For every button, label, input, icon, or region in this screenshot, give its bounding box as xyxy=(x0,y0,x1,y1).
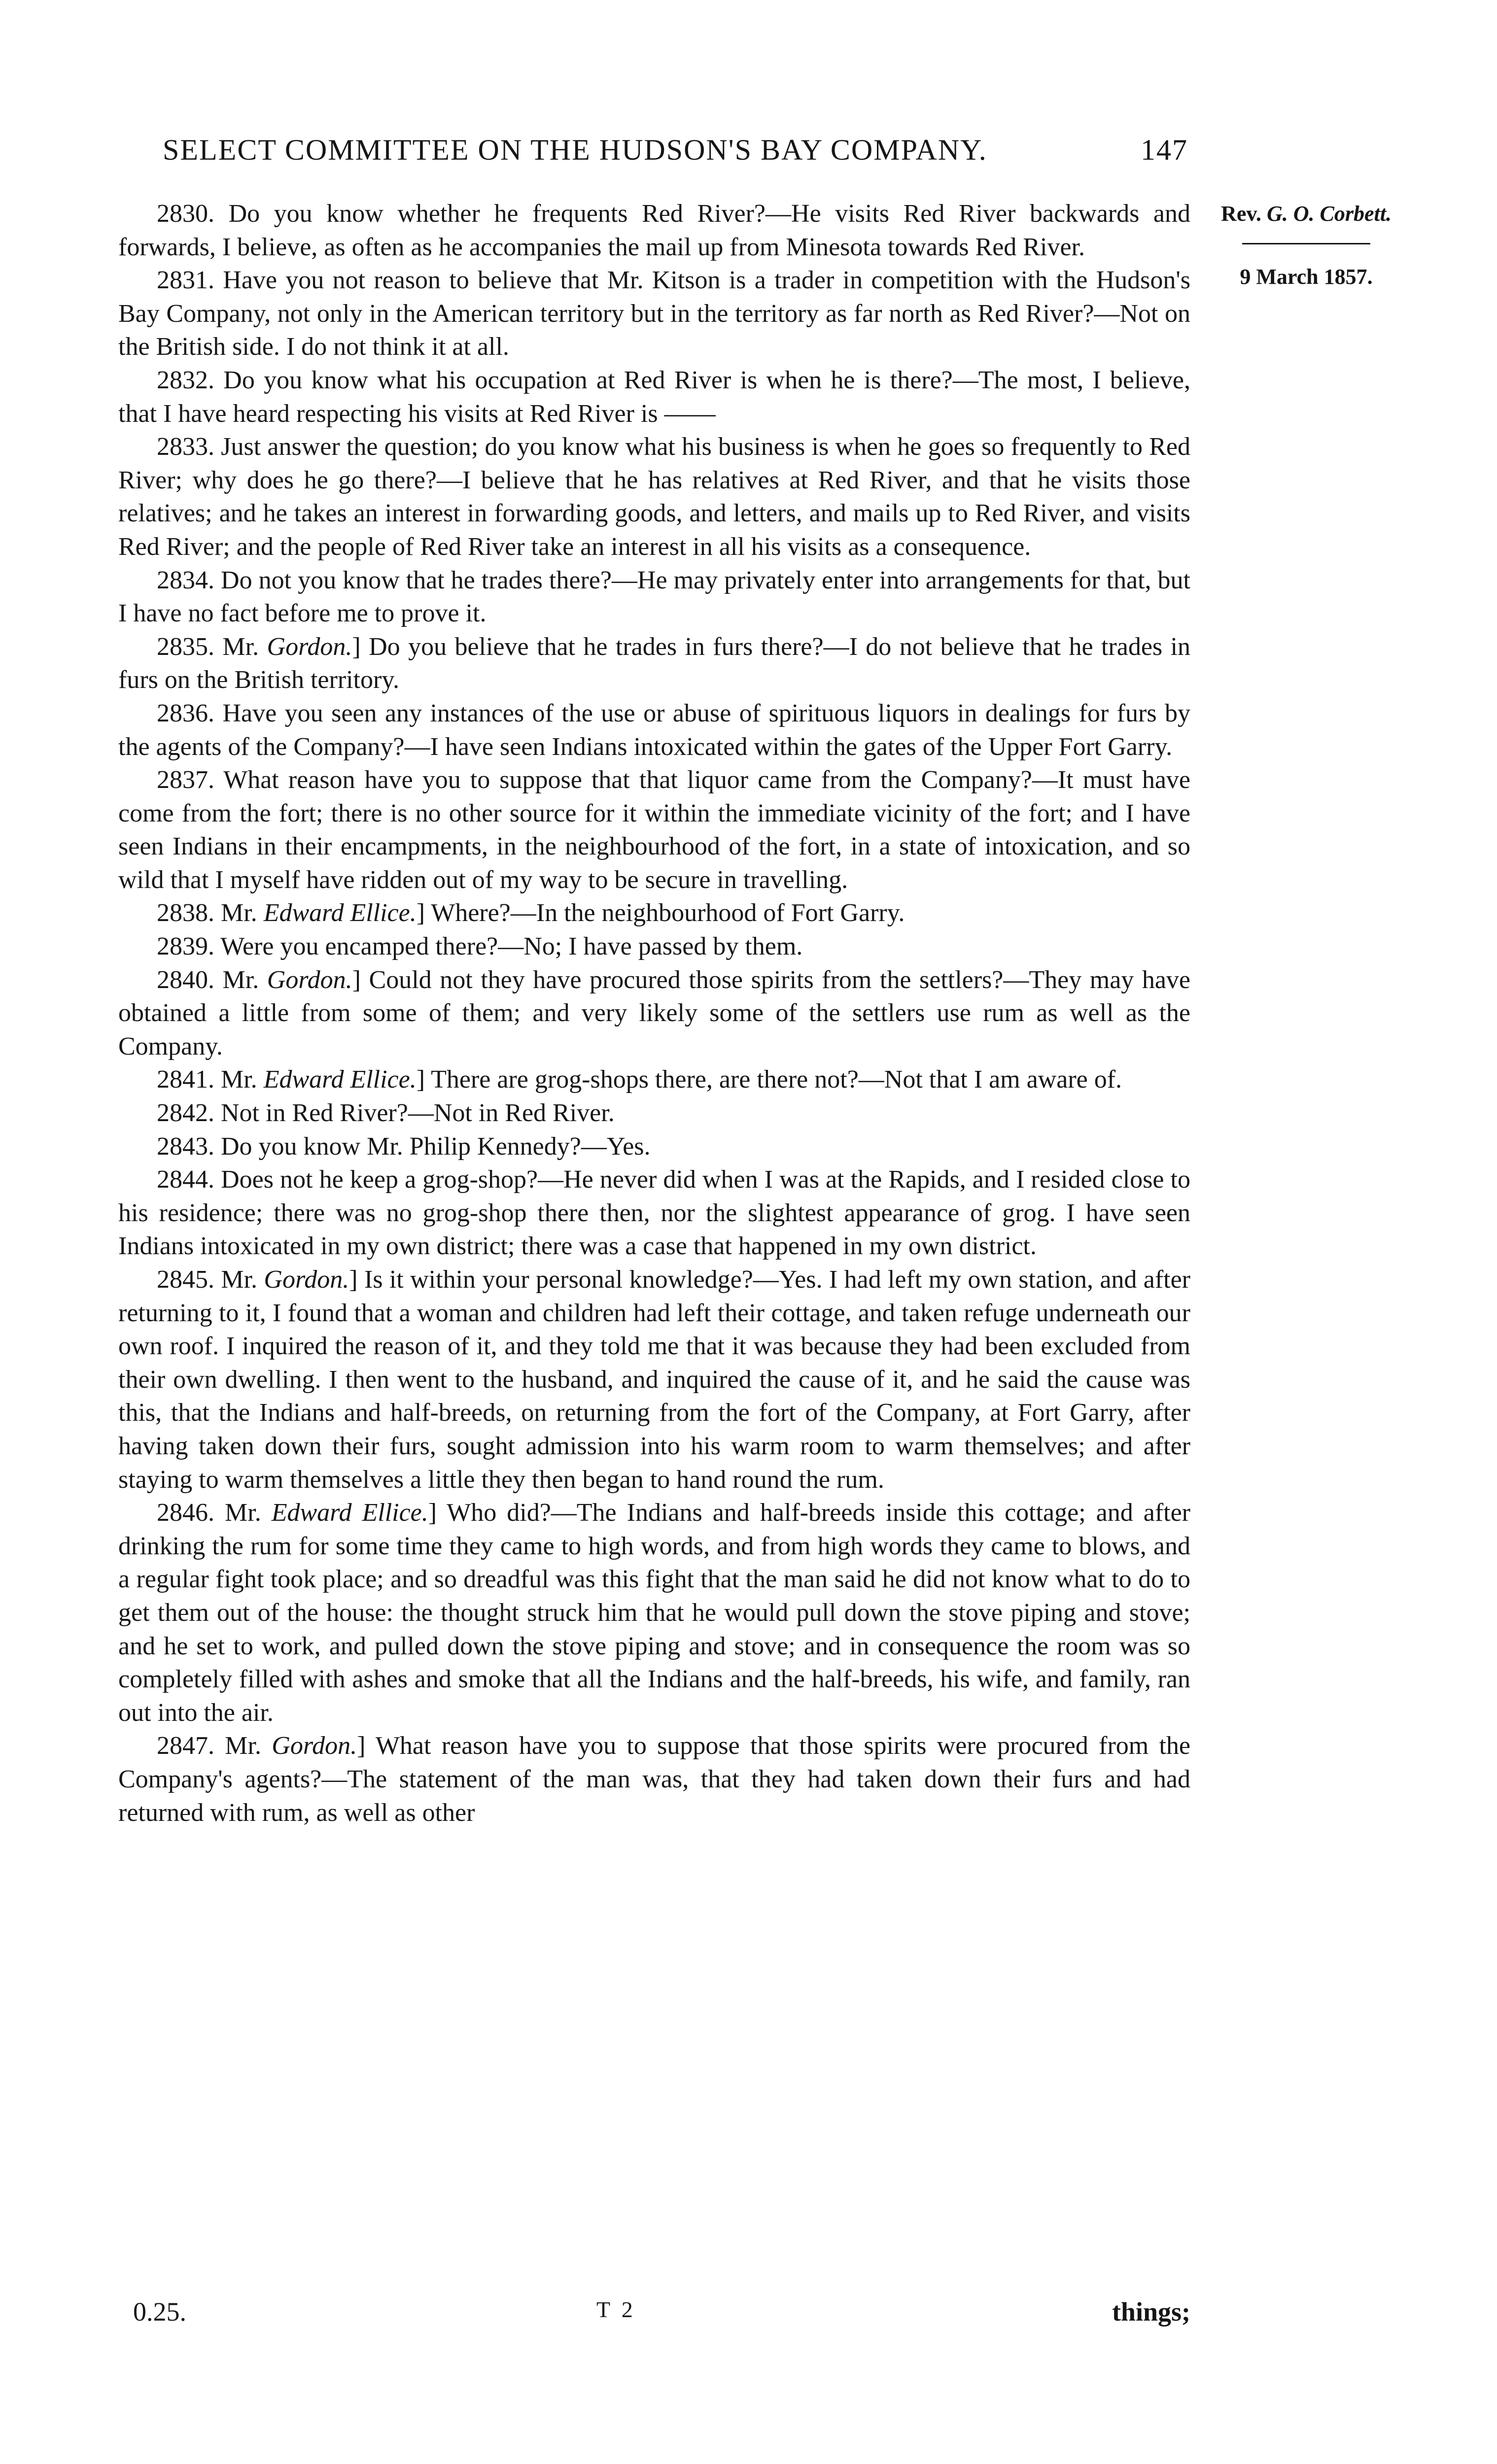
question-paragraph: 2838. Mr. Edward Ellice.] Where?—In the neighbourhood of Fort Garry. xyxy=(157,899,905,927)
question-paragraph: 2845. Mr. Gordon.] Is it within your personal knowledge?—Yes. I had left my own station, and after returning to it, I found that a woman and children had left their cottage, and taken refuge underneath our own roof. I inquired the reason of it, and they told me that it was because they had been excluded from their own dwelling. I then went to the husband, and inquired the cause of it, and he said the cause was this, that the Indians and half-breeds, on returning from the fort of the Company, at Fort Garry, after having taken down their furs, sought admission into his warm room to warm themselves; and after staying to warm themselves a little they then began to hand round the rum. xyxy=(118,1266,1191,1494)
question-paragraph: 2846. Mr. Edward Ellice.] Who did?—The Indians and half-breeds inside this cottage; and after drinking the rum for some time they came to high words, and from high words they came to blows, and a regular fight took place; and so dreadful was this fight that the man said he did not know what to do to get them out of the house: the thought struck him that he would pull down the stove piping and stove; and he set to work, and pulled down the stove piping and stove; and in consequence the room was so completely filled with ashes and smoke that all the Indians and the half-breeds, his wife, and family, ran out into the air. xyxy=(118,1499,1190,1727)
question-answer-text: Do not you know that he trades there?—He may privately enter into arrangements for that, but I have no fact before me to prove it. xyxy=(118,566,1191,628)
witness-prefix: Rev. xyxy=(1221,202,1261,226)
question-paragraph xyxy=(118,564,1190,630)
question-answer-text: Is it within your personal knowledge?—Yes. I had left my own station, and after returning to it, I found that a woman and children had left their cottage, and taken refuge underneath our own roof. I inquired the reason of it, and they told me that it was because they had been excluded from their own dwelling. I then went to the husband, and inquired the cause of it, and he said the cause was this, that the Indians and half-breeds, on returning from the fort of the Company, at Fort Garry, after having taken down their furs, sought admission into his warm room to warm themselves; and after staying to warm themselves a little they then began to hand round the rum. xyxy=(118,1266,1191,1494)
question-paragraph xyxy=(118,1130,1190,1164)
question-paragraph xyxy=(118,930,1190,963)
question-answer-text: Have you not reason to believe that Mr. Kitson is a trader in competition with the Hudson's Bay Company, not only in the American territory but in the territory as far north as Red River?—Not on the British side. I do not think it at all. xyxy=(118,266,1191,361)
question-number: 2843. xyxy=(157,1132,214,1161)
margin-note xyxy=(1203,197,1410,293)
speaker: Mr. Gordon. xyxy=(225,1732,357,1760)
question-paragraph xyxy=(118,264,1190,364)
question-answer-text: What reason have you to suppose that those spirits were procured from the Company's agents?—The statement of the man was, that they had taken down their furs and had returned with rum, as well as other xyxy=(118,1732,1191,1827)
catchword: things; xyxy=(1112,2297,1190,2327)
signature-mark: T 2 xyxy=(596,2297,636,2322)
question-number: 2833. xyxy=(157,433,214,461)
speaker: Mr. Edward Ellice. xyxy=(221,1065,417,1094)
question-paragraph: 2840. Mr. Gordon.] Could not they have procured those spirits from the settlers?—They may have obtained a little from some of them; and very likely some of the settlers use rum as well as the Company. xyxy=(118,965,1190,1061)
question-number: 2845. xyxy=(157,1266,214,1294)
question-number: 2837. xyxy=(157,766,214,794)
speaker: Mr. Gordon. xyxy=(222,965,352,994)
question-number: 2835. xyxy=(157,632,214,661)
question-number: 2841. xyxy=(157,1065,214,1094)
witness-surname: G. O. Corbett. xyxy=(1266,202,1392,226)
question-answer-text: Not in Red River?—Not in Red River. xyxy=(221,1099,615,1128)
question-number: 2842. xyxy=(157,1099,214,1128)
evidence-text xyxy=(118,197,1190,1829)
question-paragraph xyxy=(118,197,1190,264)
question-number: 2840. xyxy=(157,965,214,994)
question-number: 2830. xyxy=(157,200,214,228)
question-answer-text: There are grog-shops there, are there not?—Not that I am aware of. xyxy=(431,1065,1122,1094)
question-answer-text: Where?—In the neighbourhood of Fort Garry. xyxy=(431,899,905,927)
question-number: 2831. xyxy=(157,266,214,295)
question-answer-text: Were you encamped there?—No; I have passed by them. xyxy=(220,932,803,961)
question-answer-text: Does not he keep a grog-shop?—He never did when I was at the Rapids, and I resided close to his residence; there was no grog-shop there then, nor the slightest appearance of grog. I have seen Indians intoxicated in my own district; there was a case that happened in my own district. xyxy=(118,1165,1191,1261)
running-header xyxy=(163,133,1188,182)
question-answer-text: Just answer the question; do you know what his business is when he goes so frequently to Red River; why does he go there?—I believe that he has relatives at Red River, and that he visits those relatives; and he takes an interest in forwarding goods, and letters, and mails up to Red River, and visits Red River; and the people of Red River take an interest in all his visits as a consequence. xyxy=(118,433,1190,561)
question-number: 2839. xyxy=(157,932,214,961)
question-paragraph: 2841. Mr. Edward Ellice.] There are grog-shops there, are there not?—Not that I am aware of. xyxy=(157,1065,1122,1094)
question-number: 2846. xyxy=(157,1499,214,1527)
speaker: Mr. Gordon. xyxy=(222,632,352,661)
question-paragraph xyxy=(118,430,1190,563)
question-number: 2844. xyxy=(157,1165,214,1194)
question-number: 2838. xyxy=(157,899,214,927)
speaker: Mr. Edward Ellice. xyxy=(221,899,417,927)
question-answer-text: Do you believe that he trades in furs there?—I do not believe that he trades in furs on the British territory. xyxy=(118,632,1190,694)
question-paragraph xyxy=(118,364,1190,430)
question-paragraph: 2847. Mr. Gordon.] What reason have you to suppose that those spirits were procured from the Company's agents?—The statement of the man was, that they had taken down their furs and had returned with rum, as well as other xyxy=(118,1732,1191,1827)
witness-name xyxy=(1203,197,1410,230)
question-answer-text: Do you know whether he frequents Red River?—He visits Red River backwards and forwards, I believe, as often as he accompanies the mail up from Minesota towards Red River. xyxy=(118,200,1190,261)
speaker: Mr. Gordon. xyxy=(221,1266,349,1294)
question-answer-text: What reason have you to suppose that that liquor came from the Company?—It must have come from the fort; there is no other source for it within the immediate vicinity of the fort; and I have seen Indians in their encampments, in the neighbourhood of the fort, in a state of intoxication, and so wild that I myself have ridden out of my way to be secure in travelling. xyxy=(118,766,1191,894)
question-answer-text: Do you know what his occupation at Red River is when he is there?—The most, I believe, that I have heard respecting his visits at Red River is —— xyxy=(118,366,1190,428)
running-title: SELECT COMMITTEE ON THE HUDSON'S BAY COMPANY. xyxy=(163,134,987,166)
question-answer-text: Have you seen any instances of the use or abuse of spirituous liquors in dealings for furs by the agents of the Company?—I have seen Indians intoxicated within the gates of the Upper Fort Garry. xyxy=(118,699,1191,761)
question-number: 2847. xyxy=(157,1732,214,1760)
margin-rule xyxy=(1242,243,1370,244)
question-number: 2834. xyxy=(157,566,214,594)
paper-code: 0.25. xyxy=(133,2297,186,2327)
question-answer-text: Could not they have procured those spirits from the settlers?—They may have obtained a little from some of them; and very likely some of the settlers use rum as well as the Company. xyxy=(118,965,1190,1061)
evidence-date: 9 March 1857. xyxy=(1240,265,1373,289)
question-paragraph xyxy=(118,1163,1190,1263)
question-paragraph xyxy=(118,763,1190,896)
speaker: Mr. Edward Ellice. xyxy=(225,1499,428,1527)
question-answer-text: Do you know Mr. Philip Kennedy?—Yes. xyxy=(221,1132,651,1161)
page-footer xyxy=(133,2296,1190,2336)
page-number: 147 xyxy=(1141,134,1188,166)
question-paragraph xyxy=(118,1096,1190,1130)
question-number: 2832. xyxy=(157,366,214,394)
question-paragraph xyxy=(118,697,1190,763)
question-paragraph: 2835. Mr. Gordon.] Do you believe that he trades in furs there?—I do not believe that he trades in furs on the British territory. xyxy=(118,632,1190,694)
question-number: 2836. xyxy=(157,699,214,727)
question-answer-text: Who did?—The Indians and half-breeds inside this cottage; and after drinking the rum for some time they came to high words, and from high words they came to blows, and a regular fight took place; and so dreadful was this fight that the man said he did not know what to do to get them out of the house: the thought struck him that he would pull down the stove piping and stove; and he set to work, and pulled down the stove piping and stove; and in consequence the room was so completely filled with ashes and smoke that all the Indians and the half-breeds, his wife, and family, ran out into the air. xyxy=(118,1499,1190,1727)
